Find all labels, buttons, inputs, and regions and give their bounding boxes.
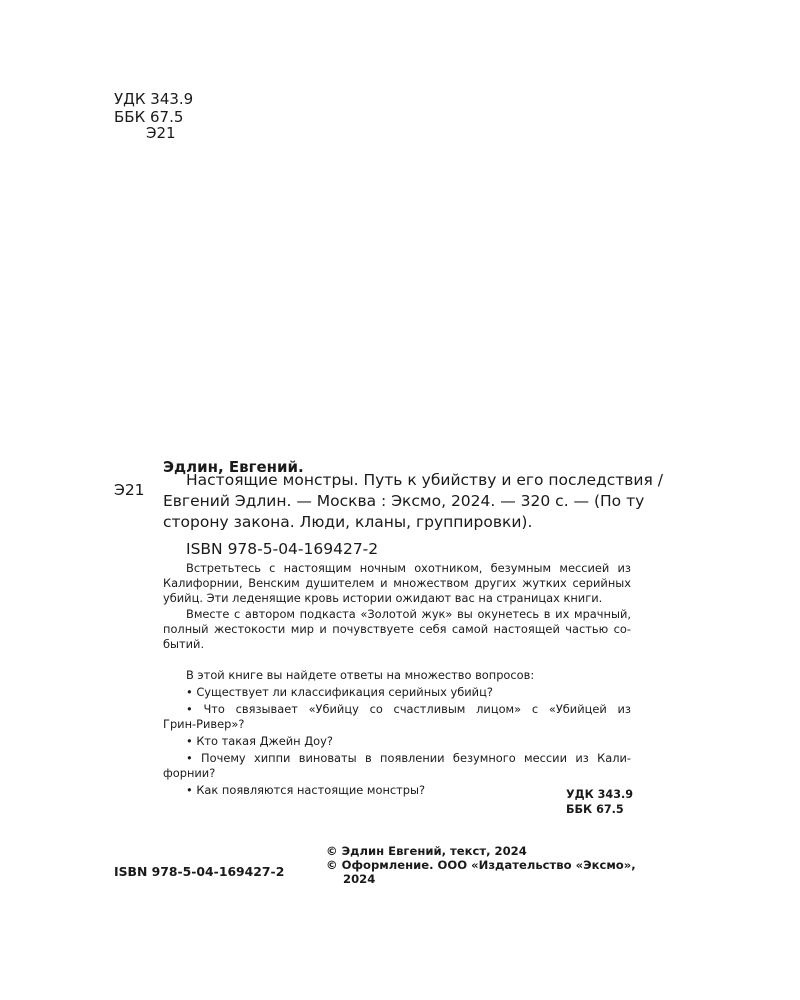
questions-block	[163, 668, 631, 798]
question-item-continued: Грин-Ривер»?	[163, 717, 245, 731]
annotation-line: Вместе с автором подкаста «Золотой жук» вы окунетесь в их мрачный,	[186, 607, 631, 621]
bibliographic-description	[163, 470, 663, 533]
entry-isbn: ISBN 978-5-04-169427-2	[186, 540, 379, 558]
question-item: • Как появляются настоящие монстры?	[186, 783, 426, 797]
bibliographic-line: Настоящие монстры. Путь к убийству и его последствия /	[186, 471, 663, 489]
copyright-line: © Оформление. ООО «Издательство «Эксмо»,	[326, 858, 636, 872]
annotation-line: Встретьтесь с настоящим ночным охотником, безумным мессией из	[186, 561, 631, 575]
copyright-block	[326, 844, 636, 886]
footer-isbn: ISBN 978-5-04-169427-2	[114, 864, 285, 879]
question-item: • Что связывает «Убийцу со счастливым лицом» с «Убийцей из	[186, 702, 631, 716]
question-item-continued: форнии?	[163, 766, 216, 780]
copyright-line: © Эдлин Евгений, текст, 2024	[326, 844, 527, 858]
entry-sign: Э21	[114, 481, 145, 499]
bibliographic-line: сторону закона. Люди, кланы, группировки).	[163, 513, 533, 531]
annotation-paragraph-1	[163, 561, 631, 606]
author-sign: Э21	[146, 124, 176, 142]
bbk-code: ББК 67.5	[114, 108, 184, 126]
question-item: • Почему хиппи виноваты в появлении безумного мессии из Кали-	[186, 751, 631, 765]
annotation-line: Калифорнии, Венским душителем и множеством других жутких серийных	[163, 576, 631, 590]
copyright-line: 2024	[343, 872, 376, 886]
footer-bbk-code: ББК 67.5	[566, 803, 624, 816]
author-heading: Эдлин, Евгений.	[163, 458, 304, 476]
question-item: • Существует ли классификация серийных убийц?	[186, 685, 493, 699]
annotation-line: бытий.	[163, 637, 205, 651]
annotation-line: полный жестокости мир и почувствуете себя самой настоящей частью со-	[163, 622, 631, 636]
annotation-line: убийц. Эти леденящие кровь истории ожидают вас на страницах книги.	[163, 591, 603, 605]
annotation-paragraph-2	[163, 607, 631, 652]
questions-intro: В этой книге вы найдете ответы на множество вопросов:	[186, 668, 535, 682]
question-item: • Кто такая Джейн Доу?	[186, 734, 333, 748]
bibliographic-line: Евгений Эдлин. — Москва : Эксмо, 2024. — 320 с. — (По ту	[163, 492, 645, 510]
footer-udk-code: УДК 343.9	[566, 788, 634, 801]
udk-code: УДК 343.9	[114, 90, 194, 108]
